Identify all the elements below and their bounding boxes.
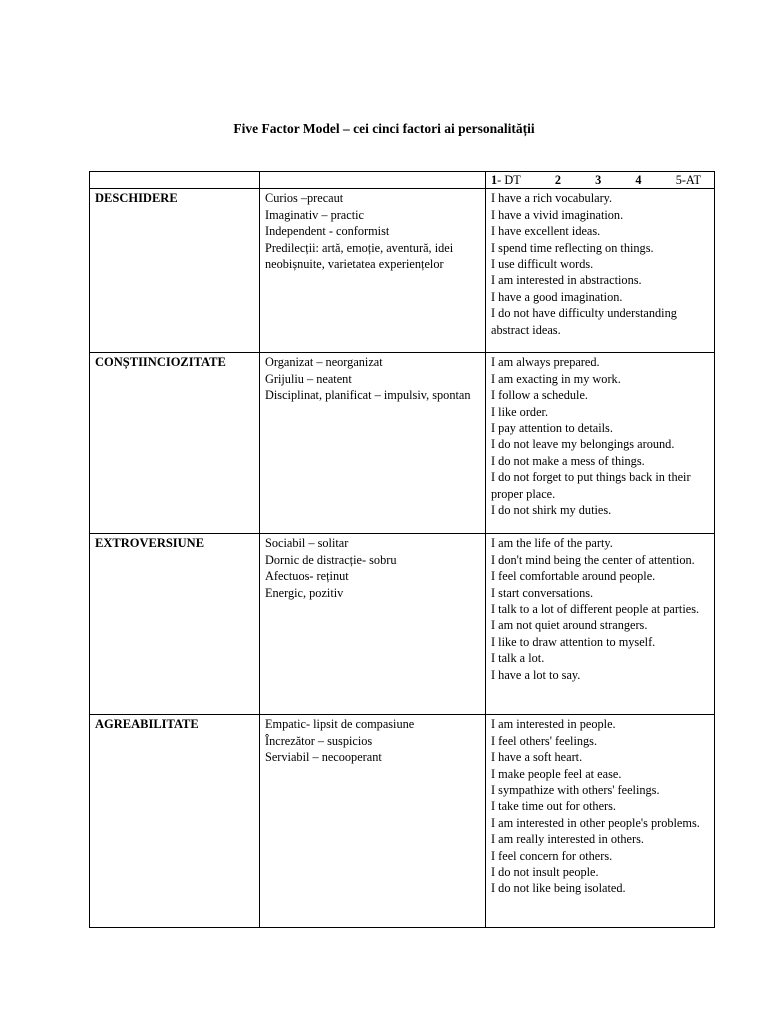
trait-item: Predilecții: artă, emoție, aventură, idei neobișnuite, varietatea experiențelor bbox=[265, 240, 454, 272]
factor-table bbox=[89, 171, 715, 928]
statement-item: I spend time reflecting on things. bbox=[491, 240, 654, 255]
statement-item: I am interested in people. bbox=[491, 717, 616, 732]
factor-name: CONȘTIINCIOZITATE bbox=[95, 355, 226, 370]
trait-item: Curios –precaut bbox=[265, 191, 344, 206]
trait-item: Grijuliu – neatent bbox=[265, 371, 352, 386]
statement-item: I am interested in abstractions. bbox=[491, 273, 642, 288]
factor-name: AGREABILITATE bbox=[95, 717, 199, 732]
trait-item: Disciplinat, planificat – impulsiv, spontan bbox=[265, 388, 471, 403]
scale-end: 5-AT bbox=[675, 173, 701, 187]
factor-cell bbox=[90, 715, 260, 928]
scale-point-3: 3 bbox=[595, 173, 602, 187]
items-cell bbox=[486, 715, 715, 928]
statement-item: I use difficult words. bbox=[491, 257, 594, 272]
statement-item: I do not like being isolated. bbox=[491, 881, 626, 896]
statement-item: I talk a lot. bbox=[491, 651, 545, 666]
trait-item: Empatic- lipsit de compasiune bbox=[265, 717, 415, 732]
statement-item: I do not leave my belongings around. bbox=[491, 437, 675, 452]
factor-cell bbox=[90, 534, 260, 715]
trait-item: Dornic de distracție- sobru bbox=[265, 552, 397, 567]
scale-point-4: 4 bbox=[635, 173, 642, 187]
trait-item: Încrezător – suspicios bbox=[265, 733, 373, 748]
statement-item: I do not shirk my duties. bbox=[491, 503, 612, 518]
statement-item: I like order. bbox=[491, 404, 549, 419]
statement-item: I feel concern for others. bbox=[491, 848, 613, 863]
statement-item: I have a lot to say. bbox=[491, 667, 581, 682]
table-row bbox=[90, 534, 715, 715]
statement-item: I am not quiet around strangers. bbox=[491, 618, 648, 633]
factor-name: DESCHIDERE bbox=[95, 191, 178, 206]
items-cell bbox=[486, 534, 715, 715]
statement-item: I am exacting in my work. bbox=[491, 371, 621, 386]
statement-item: I do not insult people. bbox=[491, 865, 599, 880]
trait-item: Serviabil – necooperant bbox=[265, 750, 382, 765]
trait-item: Energic, pozitiv bbox=[265, 585, 344, 600]
table-row bbox=[90, 715, 715, 928]
statement-item: I have a vivid imagination. bbox=[491, 207, 624, 222]
statement-item: I do not make a mess of things. bbox=[491, 453, 645, 468]
statement-item: I am really interested in others. bbox=[491, 832, 644, 847]
statement-item: I do not forget to put things back in their proper place. bbox=[491, 470, 691, 501]
statement-item: I take time out for others. bbox=[491, 799, 616, 814]
header-cell-empty-2 bbox=[260, 172, 486, 189]
table-row bbox=[90, 353, 715, 534]
traits-cell bbox=[260, 189, 486, 353]
scale-point-2: 2 bbox=[554, 173, 561, 187]
statement-item: I am always prepared. bbox=[491, 355, 600, 370]
trait-item: Independent - conformist bbox=[265, 224, 390, 239]
trait-item: Sociabil – solitar bbox=[265, 536, 349, 551]
statement-item: I have a rich vocabulary. bbox=[491, 191, 613, 206]
statement-item: I am the life of the party. bbox=[491, 536, 613, 551]
items-cell bbox=[486, 189, 715, 353]
statement-item: I sympathize with others' feelings. bbox=[491, 783, 660, 798]
statement-item: I have excellent ideas. bbox=[491, 224, 601, 239]
page-title: Five Factor Model – cei cinci factori ai personalității bbox=[233, 121, 535, 136]
statement-item: I like to draw attention to myself. bbox=[491, 634, 656, 649]
items-cell bbox=[486, 353, 715, 534]
statement-item: I am interested in other people's problems. bbox=[491, 815, 700, 830]
statement-item: I feel others' feelings. bbox=[491, 733, 598, 748]
scale-start-label: - DT bbox=[497, 173, 521, 187]
statement-item: I do not have difficulty understanding abstract ideas. bbox=[491, 306, 677, 337]
table-header-row bbox=[90, 172, 715, 189]
traits-cell bbox=[260, 534, 486, 715]
statement-item: I talk to a lot of different people at parties. bbox=[491, 602, 700, 617]
trait-item: Organizat – neorganizat bbox=[265, 355, 383, 370]
statement-item: I have a good imagination. bbox=[491, 289, 623, 304]
factor-cell bbox=[90, 189, 260, 353]
trait-item: Afectuos- reținut bbox=[265, 569, 349, 584]
statement-item: I feel comfortable around people. bbox=[491, 569, 656, 584]
table-row bbox=[90, 189, 715, 353]
statement-item: I pay attention to details. bbox=[491, 421, 613, 436]
statement-item: I follow a schedule. bbox=[491, 388, 588, 403]
statement-item: I don't mind being the center of attention. bbox=[491, 552, 695, 567]
scale-start-number: 1 bbox=[491, 173, 498, 187]
rating-scale-header bbox=[486, 172, 715, 189]
statement-item: I have a soft heart. bbox=[491, 750, 583, 765]
statement-item: I start conversations. bbox=[491, 585, 594, 600]
rating-scale bbox=[491, 172, 709, 188]
factor-name: EXTROVERSIUNE bbox=[95, 536, 205, 551]
factor-cell bbox=[90, 353, 260, 534]
statement-item: I make people feel at ease. bbox=[491, 766, 622, 781]
traits-cell bbox=[260, 715, 486, 928]
scale-start bbox=[491, 172, 521, 188]
traits-cell bbox=[260, 353, 486, 534]
header-cell-empty-1 bbox=[90, 172, 260, 189]
trait-item: Imaginativ – practic bbox=[265, 207, 365, 222]
